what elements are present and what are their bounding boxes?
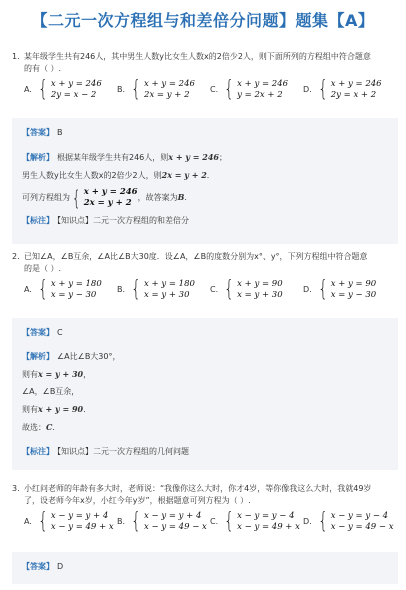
brace-icon: { (317, 277, 328, 302)
explain-row: 【解析】 ∠A比∠B大30°， (22, 352, 121, 361)
question-line: 某年级学生共有246人，其中男生人数y比女生人数x的2倍少2人，则下面所列的方程组中符合题意 (24, 52, 371, 61)
option-a[interactable]: A. { x − y = y + 4 x − y = 49 + x (24, 509, 114, 534)
brace-icon: { (37, 77, 48, 102)
question-1-options (12, 79, 396, 101)
option-c[interactable]: C. { x − y = y − 4 x − y = 49 + x (210, 509, 300, 534)
option-c[interactable]: C. { x + y = 90 x = y + 30 (210, 277, 283, 302)
option-c[interactable]: C. { x + y = 246 y = 2x + 2 (210, 77, 289, 102)
option-a[interactable]: A. { x + y = 180 x = y − 30 (24, 277, 102, 302)
explain-row: 【解析】 根据某年级学生共有246人，则x + y = 246； (22, 152, 227, 162)
question-number: 1. (12, 52, 20, 61)
question-1-text (12, 51, 396, 75)
explain-row: 故选：C. (22, 422, 55, 432)
answer-row: 【答案】 B (22, 128, 63, 137)
page-title: 【二元一次方程组与和差倍分问题】题集【A】 (31, 11, 375, 30)
explain-row: 可列方程组为 { x + y = 246 2x = y + 2 ，故答案为B. (22, 185, 187, 210)
option-d[interactable]: D. { x − y = y − 4 x − y = 49 − x (303, 509, 394, 534)
brace-icon: { (131, 77, 141, 102)
question-3-solution (12, 552, 398, 584)
explain-row: 男生人数y比女生人数x的2倍少2人，则2x = y + 2. (22, 170, 210, 180)
brace-icon: { (37, 277, 48, 302)
brace-icon: { (317, 77, 328, 102)
explain-row: 则有x = y + 30， (22, 369, 92, 379)
question-3-options (12, 511, 396, 533)
question-2 (12, 251, 396, 301)
question-line: 了，设老师今年x岁，小红今年y岁”，根据题意可列方程为（ ）. (24, 496, 251, 505)
option-a[interactable]: A. { x + y = 246 2y = x − 2 (24, 77, 102, 102)
brace-icon: { (224, 509, 235, 534)
option-d[interactable]: D. { x + y = 90 x = y − 30 (303, 277, 377, 302)
question-line: 的是（ ）. (24, 264, 62, 273)
option-b[interactable]: B. { x + y = 180 x = y + 30 (117, 277, 195, 302)
question-3-text (12, 483, 396, 507)
question-1-solution (12, 118, 398, 244)
question-line: 小红问老师的年龄有多大时，老师说：“我像你这么大时，你才4岁，等你像我这么大时，我就49岁 (24, 484, 372, 493)
brace-icon: { (71, 185, 81, 210)
note-row: 【标注】 【知识点】二元一次方程组的几何问题 (22, 447, 189, 456)
brace-icon: { (131, 277, 141, 302)
brace-icon: { (37, 509, 48, 534)
brace-icon: { (224, 77, 235, 102)
explain-row: ∠A，∠B互余， (22, 387, 80, 396)
answer-row: 【答案】 D (22, 562, 64, 571)
option-d[interactable]: D. { x + y = 246 2y = x + 2 (303, 77, 382, 102)
question-3 (12, 483, 396, 533)
question-line: 已知∠A，∠B互余，∠A比∠B大30度．设∠A，∠B的度数分别为x°、y°，下列方程组中符合题意 (24, 252, 368, 261)
brace-icon: { (131, 509, 141, 534)
answer-row: 【答案】 C (22, 328, 63, 337)
brace-icon: { (317, 509, 328, 534)
explain-row: 则有x + y = 90. (22, 404, 86, 414)
question-2-text (12, 251, 396, 275)
brace-icon: { (224, 277, 235, 302)
question-1 (12, 51, 396, 101)
question-number: 2. (12, 252, 20, 261)
option-b[interactable]: B. { x − y = y + 4 x − y = 49 − x (117, 509, 207, 534)
question-2-options (12, 279, 396, 301)
option-b[interactable]: B. { x + y = 246 2x = y + 2 (117, 77, 195, 102)
question-number: 3. (12, 484, 20, 493)
question-2-solution (12, 318, 398, 470)
question-line: 的有（ ）. (24, 64, 62, 73)
note-row: 【标注】 【知识点】二元一次方程组的和差倍分 (22, 216, 189, 226)
